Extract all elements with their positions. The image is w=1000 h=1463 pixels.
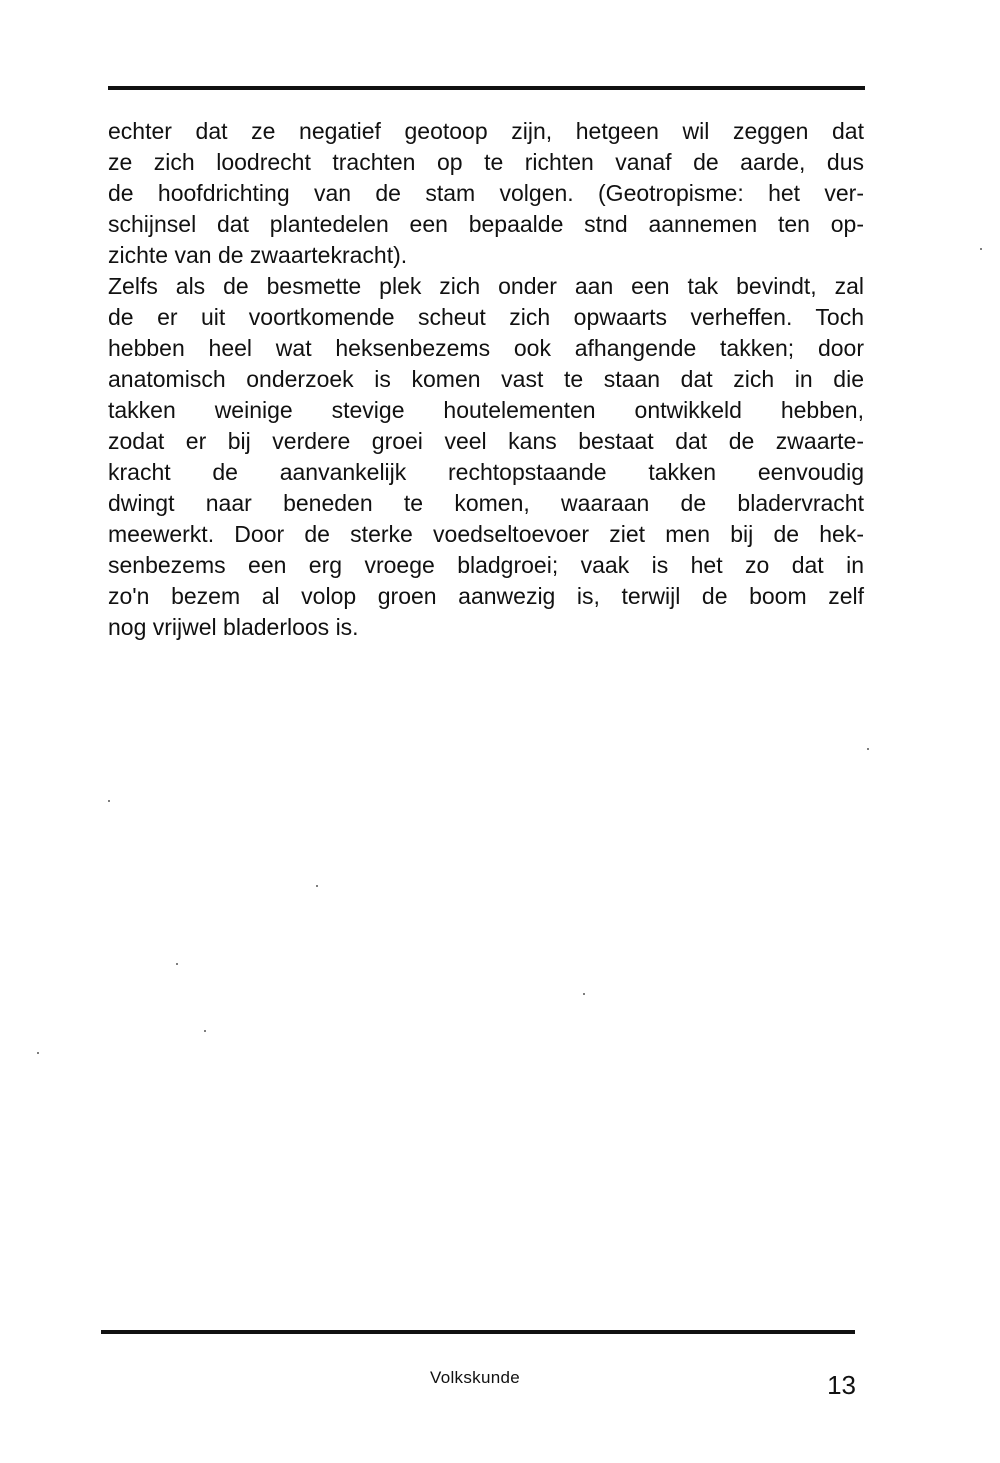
scan-speck	[108, 800, 110, 802]
text-line: schijnsel dat plantedelen een bepaalde stnd aannemen ten op-	[108, 211, 864, 237]
text-line: zodat er bij verdere groei veel kans bestaat dat de zwaarte-	[108, 428, 864, 454]
text-line: zichte van de zwaartekracht).	[108, 242, 408, 268]
scan-speck	[867, 748, 869, 750]
scan-speck	[176, 963, 178, 965]
text-line: takken weinige stevige houtelementen ontwikkeld hebben,	[108, 397, 864, 423]
text-line: nog vrijwel bladerloos is.	[108, 614, 359, 640]
top-rule	[108, 86, 865, 90]
bottom-rule	[101, 1330, 855, 1334]
text-line: Zelfs als de besmette plek zich onder aan een tak bevindt, zal	[108, 273, 864, 299]
text-line: senbezems een erg vroege bladgroei; vaak is het zo dat in	[108, 552, 864, 578]
text-line: zo'n bezem al volop groen aanwezig is, terwijl de boom zelf	[108, 583, 864, 609]
scan-speck	[37, 1052, 39, 1054]
body-text	[108, 116, 864, 643]
text-line: dwingt naar beneden te komen, waaraan de bladervracht	[108, 490, 864, 516]
scan-speck	[980, 248, 982, 250]
page-number: 13	[827, 1370, 856, 1400]
text-line: hebben heel wat heksenbezems ook afhangende takken; door	[108, 335, 864, 361]
text-line: meewerkt. Door de sterke voedseltoevoer ziet men bij de hek-	[108, 521, 864, 547]
text-line: de hoofdrichting van de stam volgen. (Geotropisme: het ver-	[108, 180, 864, 206]
text-line: de er uit voortkomende scheut zich opwaarts verheffen. Toch	[108, 304, 864, 330]
footer-title: Volkskunde	[430, 1368, 520, 1387]
text-line: ze zich loodrecht trachten op te richten vanaf de aarde, dus	[108, 149, 864, 175]
scan-speck	[316, 885, 318, 887]
scan-speck	[583, 993, 585, 995]
text-line: echter dat ze negatief geotoop zijn, hetgeen wil zeggen dat	[108, 118, 864, 144]
text-line: anatomisch onderzoek is komen vast te staan dat zich in die	[108, 366, 864, 392]
scan-speck	[204, 1030, 206, 1032]
text-line: kracht de aanvankelijk rechtopstaande takken eenvoudig	[108, 459, 864, 485]
